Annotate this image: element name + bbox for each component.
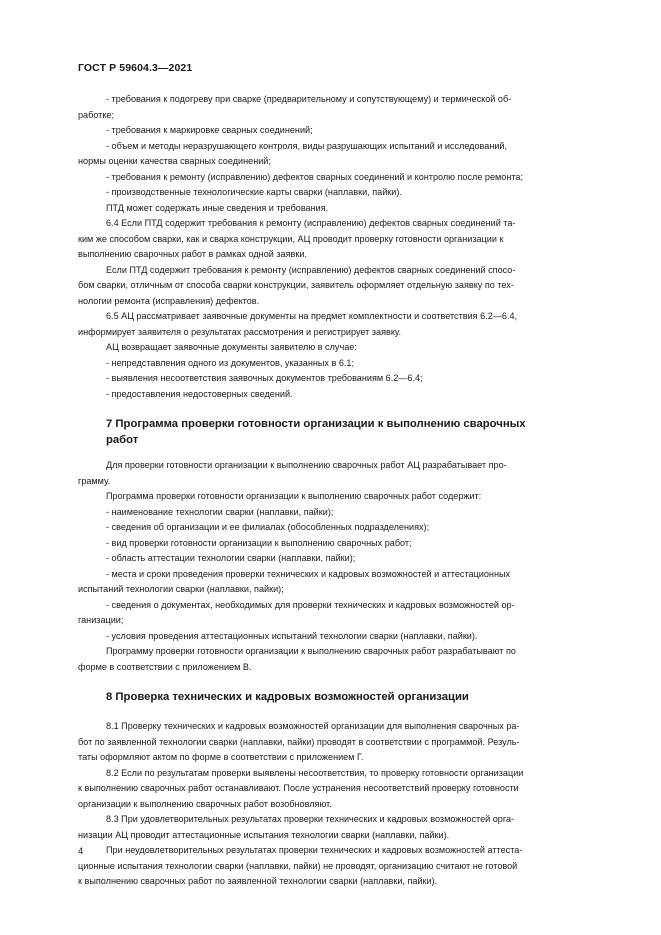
page-number: 4 bbox=[78, 846, 84, 857]
paragraph: - сведения об организации и ее филиалах (обособленных подразделениях); bbox=[106, 522, 430, 532]
paragraph: - требования к маркировке сварных соединений; bbox=[106, 125, 313, 135]
paragraph: 6.4 Если ПТД содержит требования к ремонту (исправлению) дефектов сварных соединений та- ким же способом сварки, как и сварка конструкции, АЦ проводит проверку готовности организации к выполнению сварочных работ в рамках одной заявки. bbox=[78, 218, 516, 259]
paragraph: При неудовлетворительных результатах проверки технических и кадровых возможностей аттеста- ционные испытания технологии сварки (наплавки, пайки) не проводят, организацию считают не готовой к выполнению сварочных работ по заявленной технологии сварки (наплавки, пайки). bbox=[78, 845, 523, 886]
paragraph: Программу проверки готовности организации к выполнению сварочных работ разрабатывают по форме в соответствии с приложением В. bbox=[78, 646, 516, 672]
paragraph: - объем и методы неразрушающего контроля, виды разрушающих испытаний и исследований, нормы оценки качества сварных соединений; bbox=[78, 140, 508, 166]
paragraph: Для проверки готовности организации к выполнению сварочных работ АЦ разрабатывает про- грамму. bbox=[78, 460, 507, 486]
paragraph: 6.5 АЦ рассматривает заявочные документы на предмет комплектности и соответствия 6.2—6.4, информирует заявителя о результатах рассмотрения и регистрирует заявку. bbox=[78, 311, 518, 337]
paragraph: 8.1 Проверку технических и кадровых возможностей организации для выполнения сварочных ра- бот по заявленной технологии сварки (наплавки, пайки) проводят в соответствии с программой. Резуль- таты оформляют актом по форме в соответствии с приложением Г. bbox=[78, 721, 520, 762]
paragraph: - выявления несоответствия заявочных документов требованиям 6.2—6.4; bbox=[106, 373, 423, 383]
paragraph: - предоставления недостоверных сведений. bbox=[106, 388, 293, 399]
paragraph: 8.3 При удовлетворительных результатах проверки технических и кадровых возможностей орга- низации АЦ проводит аттестационные испытания технологии сварки (наплавки, пайки). bbox=[78, 814, 515, 840]
paragraph: - сведения о документах, необходимых для проверки технических и кадровых возможностей ор- ганизации; bbox=[78, 599, 515, 625]
paragraph: - требования к подогреву при сварке (предварительному и сопутствующему) и термической об- работке; bbox=[78, 94, 512, 120]
paragraph: - требования к ремонту (исправлению) дефектов сварных соединений и контролю после ремонта; bbox=[106, 171, 524, 182]
document-body bbox=[78, 92, 614, 890]
paragraph: - область аттестации технологии сварки (наплавки, пайки); bbox=[106, 553, 356, 563]
paragraph: ПТД может содержать иные сведения и требования. bbox=[106, 202, 329, 213]
paragraph: - места и сроки проведения проверки технических и кадровых возможностей и аттестационных испытаний технологии сварки (наплавки, пайки); bbox=[78, 568, 511, 594]
paragraph: - производственные технологические карты сварки (наплавки, пайки). bbox=[106, 187, 402, 197]
document-header: ГОСТ Р 59604.3—2021 bbox=[78, 62, 193, 74]
paragraph: - непредставления одного из документов, указанных в 6.1; bbox=[106, 357, 355, 368]
paragraph: - условия проведения аттестационных испытаний технологии сварки (наплавки, пайки). bbox=[106, 630, 478, 641]
paragraph: 8.2 Если по результатам проверки выявлены несоответствия, то проверку готовности организации к выполнению сварочных работ останавливают. После устранения несоответствий проверку готовности организации к выполнению сварочных работ возобновляют. bbox=[78, 767, 524, 809]
section-heading: 7 Программа проверки готовности организации к выполнению сварочных работ bbox=[106, 418, 526, 446]
paragraph: АЦ возвращает заявочные документы заявителю в случае: bbox=[106, 342, 357, 352]
paragraph: - вид проверки готовности организации к выполнению сварочных работ; bbox=[106, 537, 412, 548]
paragraph: Если ПТД содержит требования к ремонту (исправлению) дефектов сварных соединений спосо- бом сварки, отличным от способа сварки конструкции, заявитель оформляет отдельную заявку по тех- нологии ремонта (исправления) дефектов. bbox=[78, 264, 516, 306]
paragraph: Программа проверки готовности организации к выполнению сварочных работ содержит: bbox=[106, 491, 482, 501]
section-heading: 8 Проверка технических и кадровых возможностей организации bbox=[106, 691, 469, 703]
paragraph: - наименование технологии сварки (наплавки, пайки); bbox=[106, 506, 334, 517]
